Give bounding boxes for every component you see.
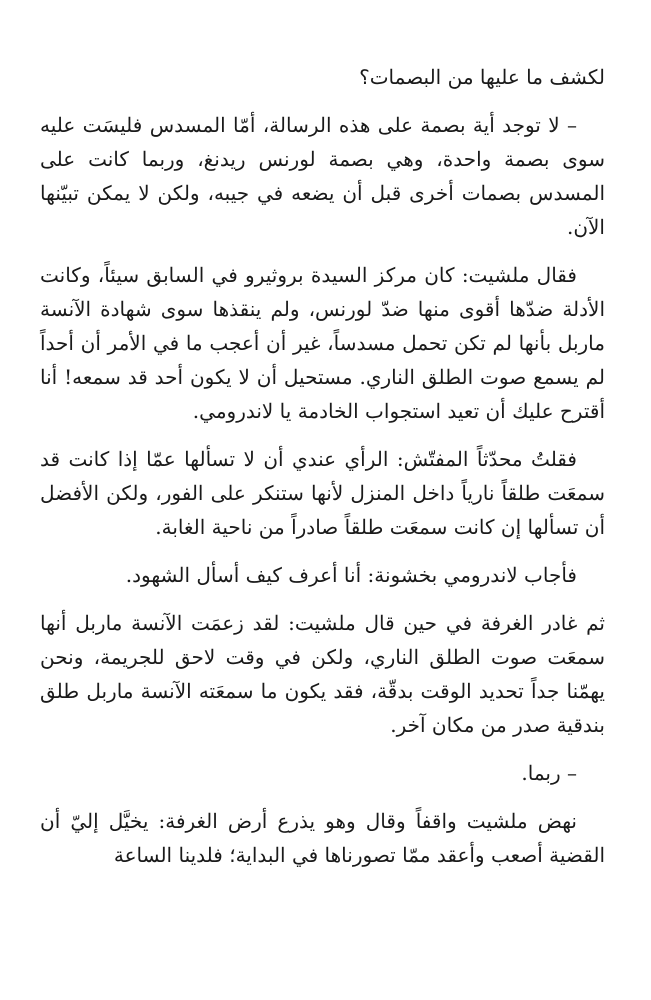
paragraph-8: نهض ملشيت واقفاً وقال وهو يذرع أرض الغرفة: يخيَّل إليّ أن القضية أصعب وأعقد ممّا تصورناها في البداية؛ فلدينا الساعة [40, 809, 605, 867]
paragraph-7: – ربما. [521, 761, 577, 785]
book-page [0, 60, 651, 886]
paragraph-3: فقال ملشيت: كان مركز السيدة بروثيرو في السابق سيئاً، وكانت الأدلة ضدّها أقوى منها ضدّ لورنس، ولم ينقذها سوى شهادة الآنسة ماربل بأنها لم تكن تحمل مسدساً، غير أن أعجب ما في الأمر أن أحداً لم يسمع صوت الطلق الناري. مستحيل أن لا يكون أحد قد سمعه! أنا أقترح عليك أن تعيد استجواب الخادمة يا لاندرومي. [40, 263, 605, 423]
paragraph-5: فأجاب لاندرومي بخشونة: أنا أعرف كيف أسأل الشهود. [125, 563, 577, 587]
paragraph-6: ثم غادر الغرفة في حين قال ملشيت: لقد زعمَت الآنسة ماربل أنها سمعَت صوت الطلق الناري، ولكن في وقت لاحق للجريمة، ونحن يهمّنا جداً تحديد الوقت بدقّة، فقد يكون ما سمعَته الآنسة ماربل طلق بندقية صدر من مكان آخر. [40, 611, 605, 737]
paragraph-1: لكشف ما عليها من البصمات؟ [359, 65, 605, 89]
paragraph-4: فقلتُ محدّثاً المفتّش: الرأي عندي أن لا تسألها عمّا إذا كانت قد سمعَت طلقاً نارياً داخل المنزل لأنها ستنكر على الفور، ولكن الأفضل أن تسألها إن كانت سمعَت طلقاً صادراً من ناحية الغابة. [40, 447, 605, 539]
paragraph-2: – لا توجد أية بصمة على هذه الرسالة، أمّا المسدس فليسَت عليه سوى بصمة واحدة، وهي بصمة لورنس ريدنغ، وربما كانت على المسدس بصمات أخرى قبل أن يضعه في جيبه، ولكن لا يمكن تبيّنها الآن. [40, 113, 605, 239]
